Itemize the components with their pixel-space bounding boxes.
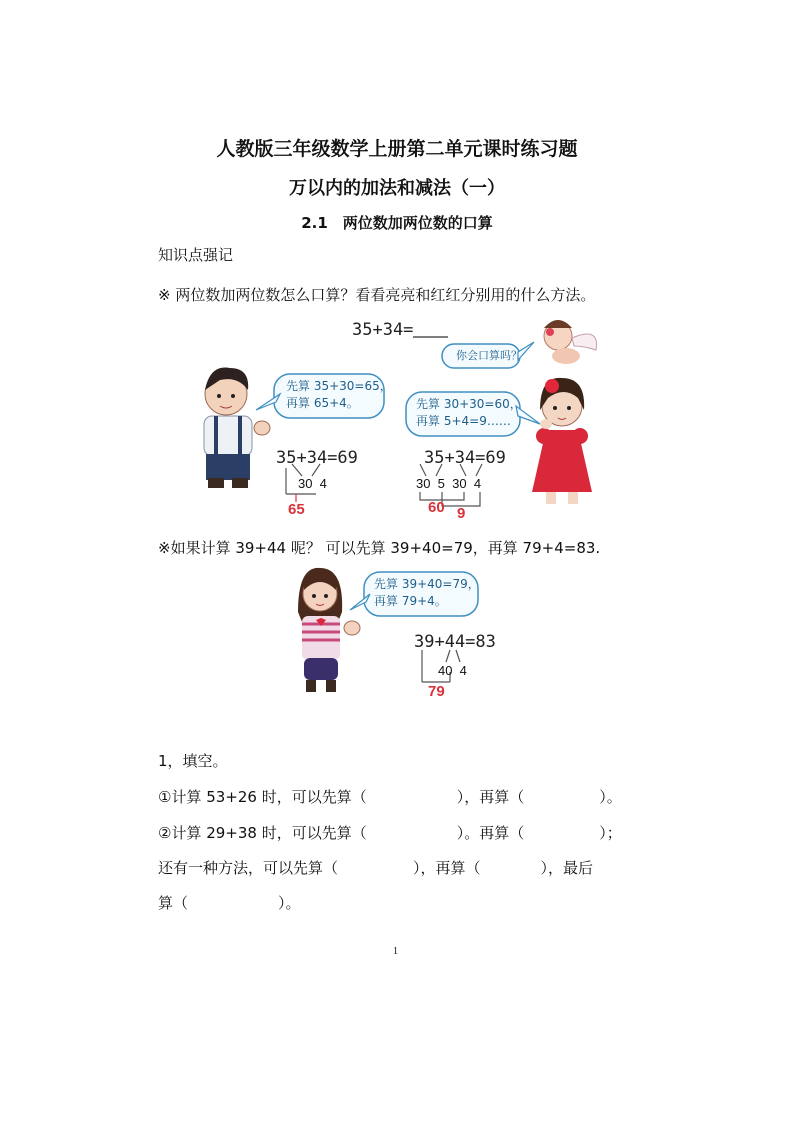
right-result-b: 9 — [457, 505, 466, 522]
second-split-numbers: 40 4 — [438, 663, 467, 678]
girl2-bubble-text: 先算 39+40=79， 再算 79+4。 — [374, 577, 480, 608]
exercise-q1: ①计算 53+26 时，可以先算（ ），再算（ ）。 — [158, 788, 622, 806]
left-result: 65 — [288, 501, 305, 518]
second-equation: 39+44=83 — [414, 632, 496, 652]
girl-bubble-text: 先算 30+30=60， 再算 5+4=9…… — [416, 397, 522, 428]
girl-figure — [532, 378, 592, 504]
cupid-bubble-text: 你会口算吗？ — [456, 349, 522, 362]
left-equation: 35+34=69 — [276, 448, 358, 468]
boy-bubble-text: 先算 35+30=65， 再算 65+4。 — [286, 379, 392, 410]
page-subtitle: 万以内的加法和减法（一） — [289, 178, 505, 199]
girl2-figure — [298, 568, 360, 692]
exercise-q3: 还有一种方法，可以先算（ ），再算（ ），最后 — [158, 859, 594, 877]
page-number: 1 — [393, 946, 398, 957]
note-text: ※如果计算 39+44 呢？ 可以先算 39+40=79，再算 79+4=83. — [158, 539, 601, 557]
illustration-mental-math — [180, 306, 620, 522]
top-equation: 35+34= — [352, 320, 414, 340]
intro-question: ※ 两位数加两位数怎么口算？看看亮亮和红红分别用的什么方法。 — [158, 286, 596, 304]
cupid-figure — [544, 320, 597, 364]
boy-figure — [204, 367, 270, 488]
right-result-a: 60 — [428, 499, 445, 516]
right-equation: 35+34=69 — [424, 448, 506, 468]
left-split-numbers: 30 4 — [298, 476, 327, 491]
page-title: 人教版三年级数学上册第二单元课时练习题 — [216, 138, 578, 160]
exercise-q2: ②计算 29+38 时，可以先算（ ）。再算（ ）； — [158, 824, 622, 842]
knowledge-heading: 知识点强记 — [158, 246, 234, 264]
exercise-title: 1，填空。 — [158, 752, 228, 770]
exercise-q4: 算（ ）。 — [158, 894, 301, 912]
second-result: 79 — [428, 683, 445, 700]
illustration-second-example — [290, 562, 496, 702]
section-title: 2.1 两位数加两位数的口算 — [301, 214, 493, 232]
right-split-numbers: 30 5 30 4 — [416, 476, 482, 491]
